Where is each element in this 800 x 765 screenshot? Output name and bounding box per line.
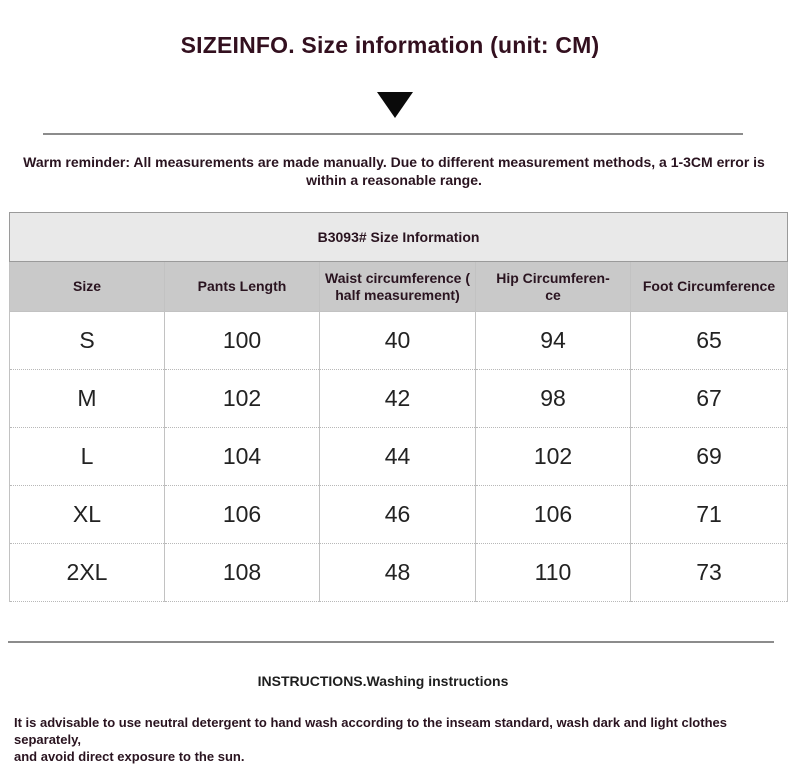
column-header-waist-line-2: half measurement) [335,286,460,303]
table-row [10,486,788,544]
cell-waist: 40 [320,312,476,370]
column-header-foot [631,262,788,312]
instructions-line-1: It is advisable to use neutral detergent to hand wash according to the inseam standard, wash dark and light clothes separately, [14,715,727,747]
down-triangle-icon [377,92,413,118]
cell-waist: 46 [320,486,476,544]
table-caption: B3093# Size Information [10,213,788,262]
column-header-hip-line-1: Hip Circumferen- [496,269,610,286]
table-row [10,370,788,428]
cell-size: S [10,312,165,370]
instructions-title: INSTRUCTIONS.Washing instructions [257,673,509,689]
cell-pants-length: 100 [165,312,320,370]
cell-hip: 106 [476,486,631,544]
table-row [10,428,788,486]
column-header-foot-label: Foot Circumference [642,278,776,294]
cell-waist: 48 [320,544,476,602]
cell-waist: 44 [320,428,476,486]
column-header-hip [476,262,631,312]
cell-foot: 71 [631,486,788,544]
cell-size: M [10,370,165,428]
table-row [10,312,788,370]
cell-foot: 65 [631,312,788,370]
cell-size: 2XL [10,544,165,602]
warm-reminder [6,153,782,189]
table-caption-row [10,213,788,262]
cell-hip: 98 [476,370,631,428]
column-header-waist [320,262,476,312]
warm-reminder-line-2: within a reasonable range. [306,172,482,188]
cell-hip: 94 [476,312,631,370]
divider-bottom [8,641,774,643]
cell-size: L [10,428,165,486]
page-title: SIZEINFO. Size information (unit: CM) [180,32,600,58]
instructions-line-2: and avoid direct exposure to the sun. [14,749,245,764]
column-header-waist-line-1: Waist circumference ( [325,269,470,286]
cell-pants-length: 106 [165,486,320,544]
column-header-pants-length-label: Pants Length [197,278,287,294]
column-header-pants-length [165,262,320,312]
cell-pants-length: 108 [165,544,320,602]
column-header-hip-line-2: ce [545,286,561,303]
warm-reminder-line-1: Warm reminder: All measurements are made manually. Due to different measurement methods, a 1-3CM error is [23,154,765,170]
cell-pants-length: 102 [165,370,320,428]
table-row [10,544,788,602]
cell-foot: 73 [631,544,788,602]
cell-size: XL [10,486,165,544]
cell-foot: 69 [631,428,788,486]
cell-hip: 102 [476,428,631,486]
column-header-size [10,262,165,312]
column-header-size-label: Size [72,278,101,294]
size-table [9,212,788,602]
cell-hip: 110 [476,544,631,602]
cell-waist: 42 [320,370,476,428]
instructions-text [14,714,794,765]
cell-pants-length: 104 [165,428,320,486]
table-header-row [10,262,788,312]
divider-top [43,133,743,135]
cell-foot: 67 [631,370,788,428]
